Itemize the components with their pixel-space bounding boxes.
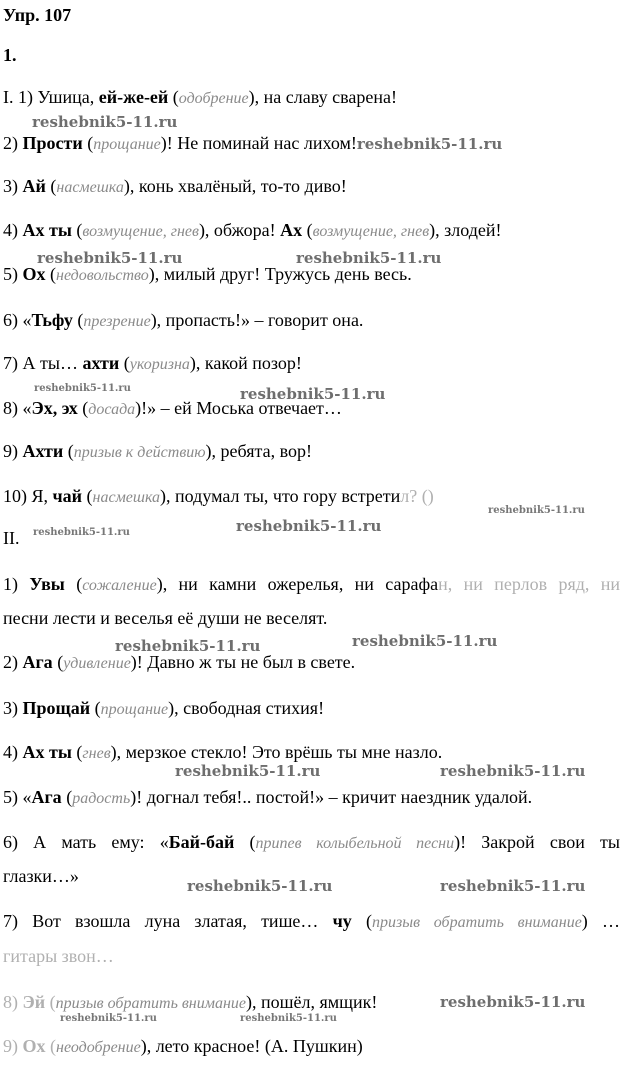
interjection: Увы: [29, 574, 65, 594]
line-2-8: 8) Эй (призыв обратить внимание), пошёл, ямщик!: [3, 992, 378, 1012]
emotion-note: гнев: [82, 745, 111, 762]
line-1-4: 4) Ах ты (возмущение, гнев), обжора! Ах (возмущение, гнев), злодей!: [3, 220, 502, 240]
watermark: reshebnik5-11.ru: [296, 249, 442, 267]
interjection: Ахти: [22, 441, 64, 461]
interjection: ахти: [82, 353, 120, 373]
line-1-2: 2) Прости (прощание)! Не поминай нас лихом!reshebnik5-11.ru: [3, 133, 503, 153]
watermark: reshebnik5-11.ru: [115, 637, 261, 655]
interjection: Ох: [22, 1036, 46, 1056]
watermark: reshebnik5-11.ru: [240, 385, 386, 403]
emotion-note: призыв обратить внимание: [372, 914, 582, 931]
line-2-1-cont: песни лести и веселья её души не веселят.: [3, 608, 328, 628]
line-2-2: 2) Ага (удивление)! Давно ж ты не был в свете.: [3, 652, 356, 672]
interjection: ей-же-ей: [98, 87, 169, 107]
interjection: Ах ты: [22, 220, 72, 240]
watermark: reshebnik5-11.ru: [37, 249, 183, 267]
emotion-note: одобрение: [178, 90, 249, 107]
line-2-9: 9) Ох (неодобрение), лето красное! (А. Пушкин): [3, 1036, 363, 1056]
interjection: чу: [332, 911, 352, 931]
interjection: Эй: [22, 992, 46, 1012]
line-1-5: 5) Ох (недовольство), милый друг! Тружусь день весь.: [3, 264, 412, 284]
line-2-7: 7) Вот взошла луна златая, тише… чу (призыв обратить внимание) …: [3, 911, 620, 931]
emotion-note: презрение: [83, 313, 151, 330]
section-label: I.: [3, 87, 14, 107]
emotion-note: неодобрение: [56, 1039, 141, 1056]
interjection: Прости: [22, 133, 83, 153]
watermark: reshebnik5-11.ru: [440, 993, 586, 1011]
emotion-note: укоризна: [129, 356, 190, 373]
line-1-1: I. 1) Ушица, ей-же-ей (одобрение), на славу сварена!: [3, 87, 397, 107]
interjection: Ай: [22, 176, 46, 196]
interjection: Тьфу: [31, 310, 73, 330]
line-2-7-cont: гитары звон…: [3, 946, 114, 966]
line-1-7: 7) А ты… ахти (укоризна), какой позор!: [3, 353, 302, 373]
emotion-note: сожаление: [82, 577, 157, 594]
interjection: Бай-бай: [168, 832, 235, 852]
line-1-9: 9) Ахти (призыв к действию), ребята, вор!: [3, 441, 312, 461]
emotion-note: насмешка: [56, 179, 124, 196]
emotion-note: досада: [88, 401, 136, 418]
line-1-10: 10) Я, чай (насмешка), подумал ты, что гору встретил? (): [3, 486, 434, 506]
watermark: reshebnik5-11.ru: [187, 877, 333, 895]
watermark: reshebnik5-11.ru: [488, 505, 585, 516]
emotion-note: возмущение, гнев: [312, 223, 430, 240]
line-2-6: 6) А мать ему: «Бай-бай (припев колыбельной песни)! Закрой свои ты: [3, 832, 620, 852]
interjection: Эх, эх: [31, 398, 78, 418]
emotion-note: насмешка: [92, 489, 161, 506]
watermark: reshebnik5-11.ru: [32, 113, 178, 131]
emotion-note: радость: [72, 790, 131, 807]
interjection: Ага: [22, 652, 53, 672]
section-2-label: II.: [3, 528, 20, 548]
line-2-3: 3) Прощай (прощание), свободная стихия!: [3, 698, 325, 718]
emotion-note: возмущение, гнев: [82, 223, 199, 240]
watermark: reshebnik5-11.ru: [240, 1013, 337, 1024]
interjection: Ох: [22, 264, 46, 284]
line-2-1: 1) Увы (сожаление), ни камни ожерелья, ни сарафан, ни перлов ряд, ни: [3, 574, 621, 594]
line-2-4: 4) Ах ты (гнев), мерзкое стекло! Это врёшь ты мне назло.: [3, 742, 443, 762]
emotion-note: призыв обратить внимание: [55, 995, 246, 1012]
emotion-note: прощание: [93, 136, 161, 153]
line-2-6-cont: глазки…»: [3, 866, 79, 886]
emotion-note: недовольство: [56, 267, 149, 284]
emotion-note: припев колыбельной песни: [255, 835, 455, 852]
watermark: reshebnik5-11.ru: [440, 877, 586, 895]
interjection: Ага: [31, 787, 62, 807]
line-1-6: 6) «Тьфу (презрение), пропасть!» – говорит она.: [3, 310, 364, 330]
watermark: reshebnik5-11.ru: [60, 1013, 157, 1024]
watermark: reshebnik5-11.ru: [175, 762, 321, 780]
interjection: чай: [52, 486, 83, 506]
watermark: reshebnik5-11.ru: [440, 762, 586, 780]
watermark: reshebnik5-11.ru: [356, 135, 503, 153]
emotion-note: прощание: [100, 701, 169, 718]
watermark: reshebnik5-11.ru: [33, 527, 130, 538]
interjection: Ах ты: [22, 742, 72, 762]
interjection: Ах: [280, 220, 303, 240]
watermark: reshebnik5-11.ru: [236, 517, 382, 535]
watermark: reshebnik5-11.ru: [352, 632, 498, 650]
task-number: 1.: [3, 45, 17, 65]
emotion-note: удивление: [63, 655, 131, 672]
watermark: reshebnik5-11.ru: [34, 383, 131, 394]
line-1-3: 3) Ай (насмешка), конь хвалёный, то-то диво!: [3, 176, 347, 196]
line-2-5: 5) «Ага (радость)! догнал тебя!.. постой!» – кричит наездник удалой.: [3, 787, 533, 807]
exercise-title: Упр. 107: [3, 5, 72, 25]
emotion-note: призыв к действию: [73, 444, 206, 461]
interjection: Прощай: [22, 698, 91, 718]
line-1-8: 8) «Эх, эх (досада)!» – ей Моська отвечает…: [3, 398, 342, 418]
